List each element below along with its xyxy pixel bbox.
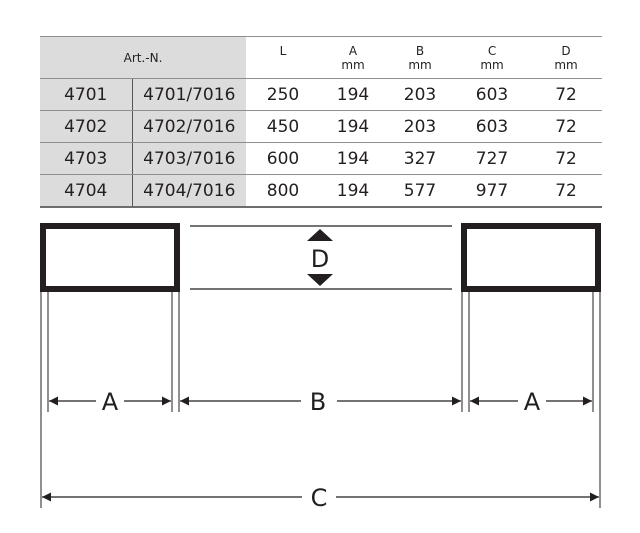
dimension-label-d: D	[310, 245, 330, 273]
dimension-label-b: B	[309, 388, 327, 416]
dimension-label-a-right: A	[523, 388, 541, 416]
cell-l: 600	[246, 143, 320, 175]
cell-d: 72	[530, 175, 602, 208]
cell-b: 203	[386, 79, 454, 111]
cell-b: 577	[386, 175, 454, 208]
cell-a: 194	[320, 175, 386, 208]
dimension-label-c: C	[310, 484, 328, 512]
cell-c: 603	[454, 79, 530, 111]
cell-d: 72	[530, 111, 602, 143]
cell-a: 194	[320, 79, 386, 111]
cell-c: 603	[454, 111, 530, 143]
header-col-d: D mm	[530, 37, 602, 79]
cell-art-number: 4703	[40, 143, 132, 175]
cell-b: 203	[386, 111, 454, 143]
cell-art-number: 4704	[40, 175, 132, 208]
left-profile-frame	[43, 226, 177, 289]
cell-a: 194	[320, 111, 386, 143]
header-art-number: Art.-N.	[40, 37, 246, 79]
cell-a: 194	[320, 143, 386, 175]
cell-l: 450	[246, 111, 320, 143]
cell-art-number-variant: 4704/7016	[132, 175, 246, 208]
cell-art-number-variant: 4702/7016	[132, 111, 246, 143]
header-col-a: A mm	[320, 37, 386, 79]
cell-d: 72	[530, 79, 602, 111]
header-col-c: C mm	[454, 37, 530, 79]
cell-l: 250	[246, 79, 320, 111]
cell-c: 977	[454, 175, 530, 208]
d-down-arrow-icon	[307, 274, 333, 286]
cell-art-number: 4701	[40, 79, 132, 111]
dimension-label-a-left: A	[101, 388, 119, 416]
cell-art-number: 4702	[40, 111, 132, 143]
header-col-b: B mm	[386, 37, 454, 79]
right-profile-frame	[464, 226, 598, 289]
d-up-arrow-icon	[307, 229, 333, 241]
cell-art-number-variant: 4703/7016	[132, 143, 246, 175]
cell-c: 727	[454, 143, 530, 175]
cell-d: 72	[530, 143, 602, 175]
cell-b: 327	[386, 143, 454, 175]
cell-art-number-variant: 4701/7016	[132, 79, 246, 111]
header-col-l: L	[246, 37, 320, 79]
cell-l: 800	[246, 175, 320, 208]
